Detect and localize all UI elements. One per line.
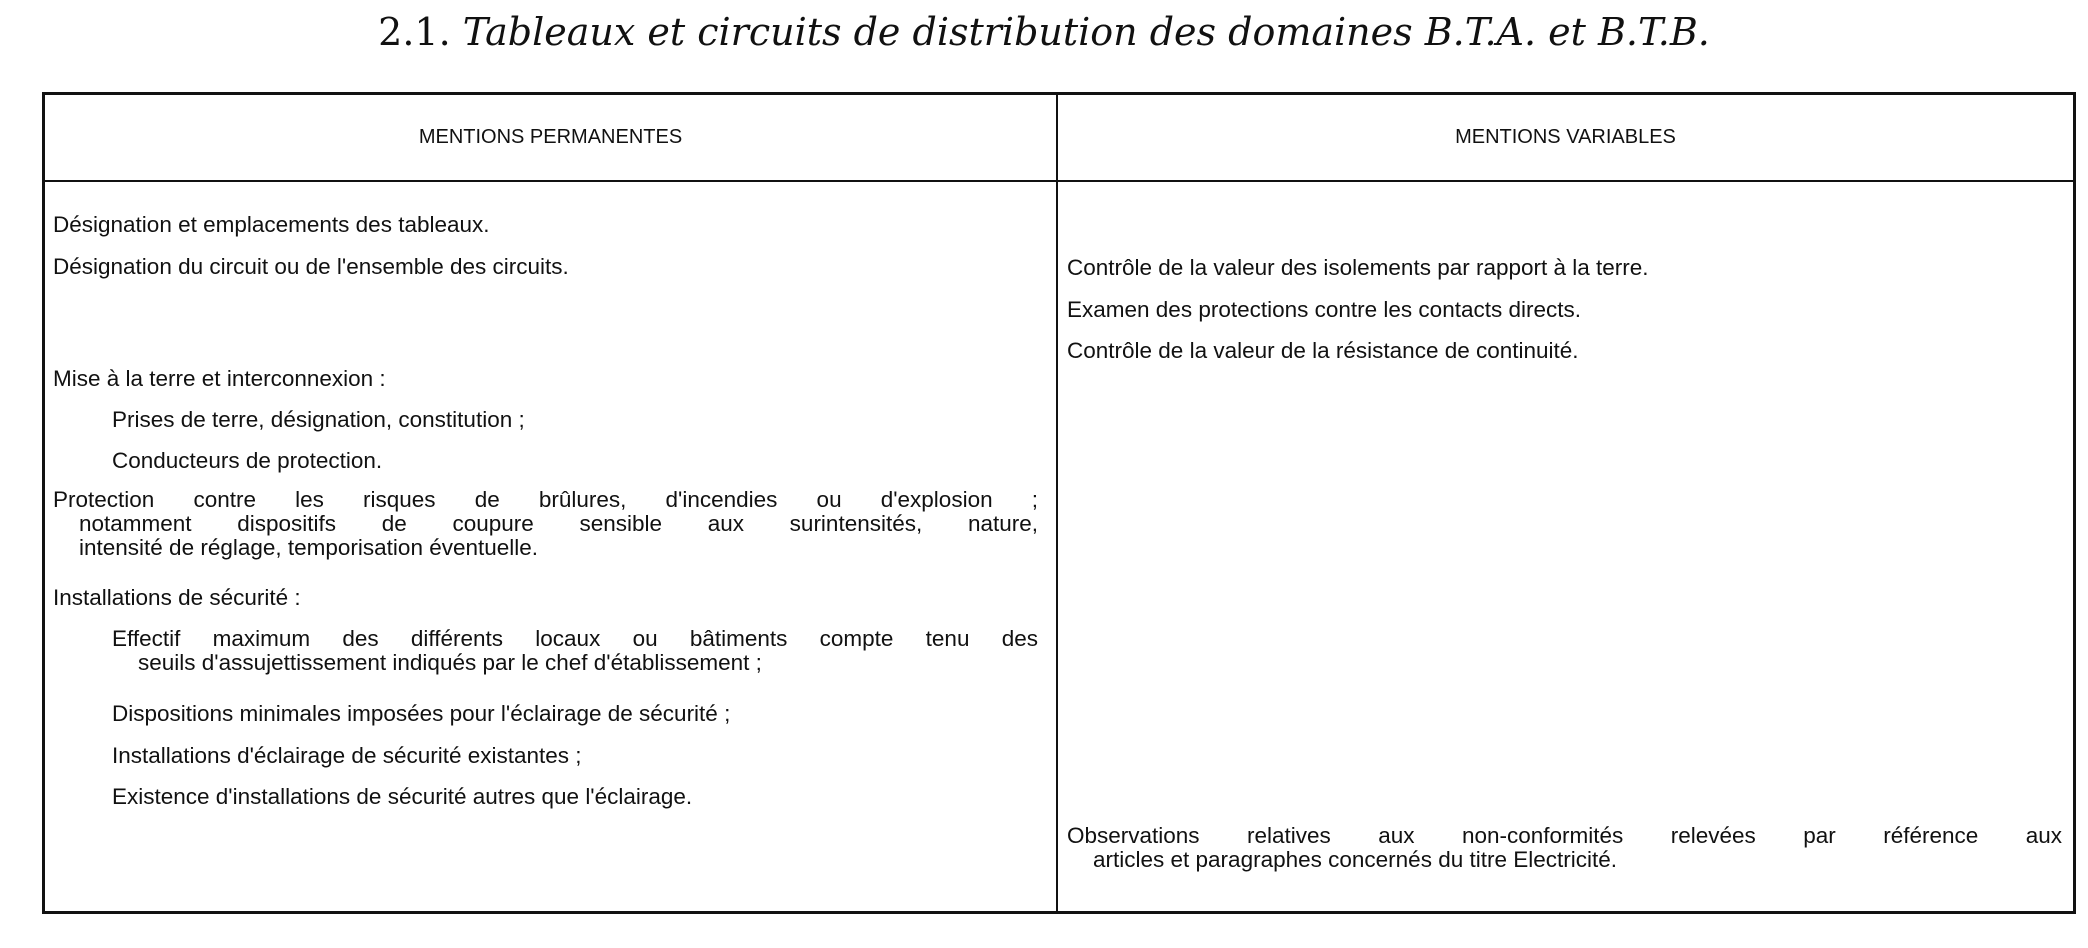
protection-risques-line-1: Protection contre les risques de brûlures, d'incendies ou d'explosion ; [53, 487, 1038, 512]
section-title: Tableaux et circuits de distribution des domaines B.T.A. et B.T.B. [462, 10, 1710, 54]
controle-continuite: Contrôle de la valeur de la résistance de continuité. [1067, 338, 1579, 363]
existence-installations: Existence d'installations de sécurité autres que l'éclairage. [112, 784, 693, 809]
protection-risques [53, 488, 1038, 560]
prises-de-terre: Prises de terre, désignation, constitution ; [112, 407, 525, 432]
observations [1067, 824, 2062, 872]
header-mentions-permanentes: MENTIONS PERMANENTES [418, 126, 683, 148]
observations-line-2: articles et paragraphes concernés du titre Electricité. [1093, 847, 1618, 872]
installations-eclairage: Installations d'éclairage de sécurité existantes ; [112, 743, 582, 768]
controle-isolements: Contrôle de la valeur des isolements par rapport à la terre. [1067, 255, 1649, 280]
protection-risques-line-2: notamment dispositifs de coupure sensible aux surintensités, nature, [79, 511, 1038, 536]
page-title [0, 4, 2088, 60]
section-number: 2.1. [378, 10, 451, 54]
header-mentions-variables: MENTIONS VARIABLES [1455, 126, 1676, 148]
effectif-maximum [112, 627, 1038, 675]
mise-a-la-terre-heading: Mise à la terre et interconnexion : [53, 366, 386, 391]
installations-securite-heading: Installations de sécurité : [53, 585, 301, 610]
examen-protections: Examen des protections contre les contacts directs. [1067, 297, 1581, 322]
conducteurs-de-protection: Conducteurs de protection. [112, 448, 383, 473]
mentions-table [42, 92, 2076, 914]
effectif-maximum-line-2: seuils d'assujettissement indiqués par le chef d'établissement ; [138, 650, 762, 675]
observations-line-1: Observations relatives aux non-conformités relevées par référence aux [1067, 823, 2062, 848]
header-divider [45, 180, 2073, 182]
protection-risques-line-3: intensité de réglage, temporisation éventuelle. [79, 535, 539, 560]
dispositions-minimales: Dispositions minimales imposées pour l'éclairage de sécurité ; [112, 701, 731, 726]
designation-tableaux: Désignation et emplacements des tableaux. [53, 212, 490, 237]
column-divider [1056, 95, 1058, 911]
effectif-maximum-line-1: Effectif maximum des différents locaux ou bâtiments compte tenu des [112, 626, 1038, 651]
designation-circuits: Désignation du circuit ou de l'ensemble des circuits. [53, 254, 569, 279]
